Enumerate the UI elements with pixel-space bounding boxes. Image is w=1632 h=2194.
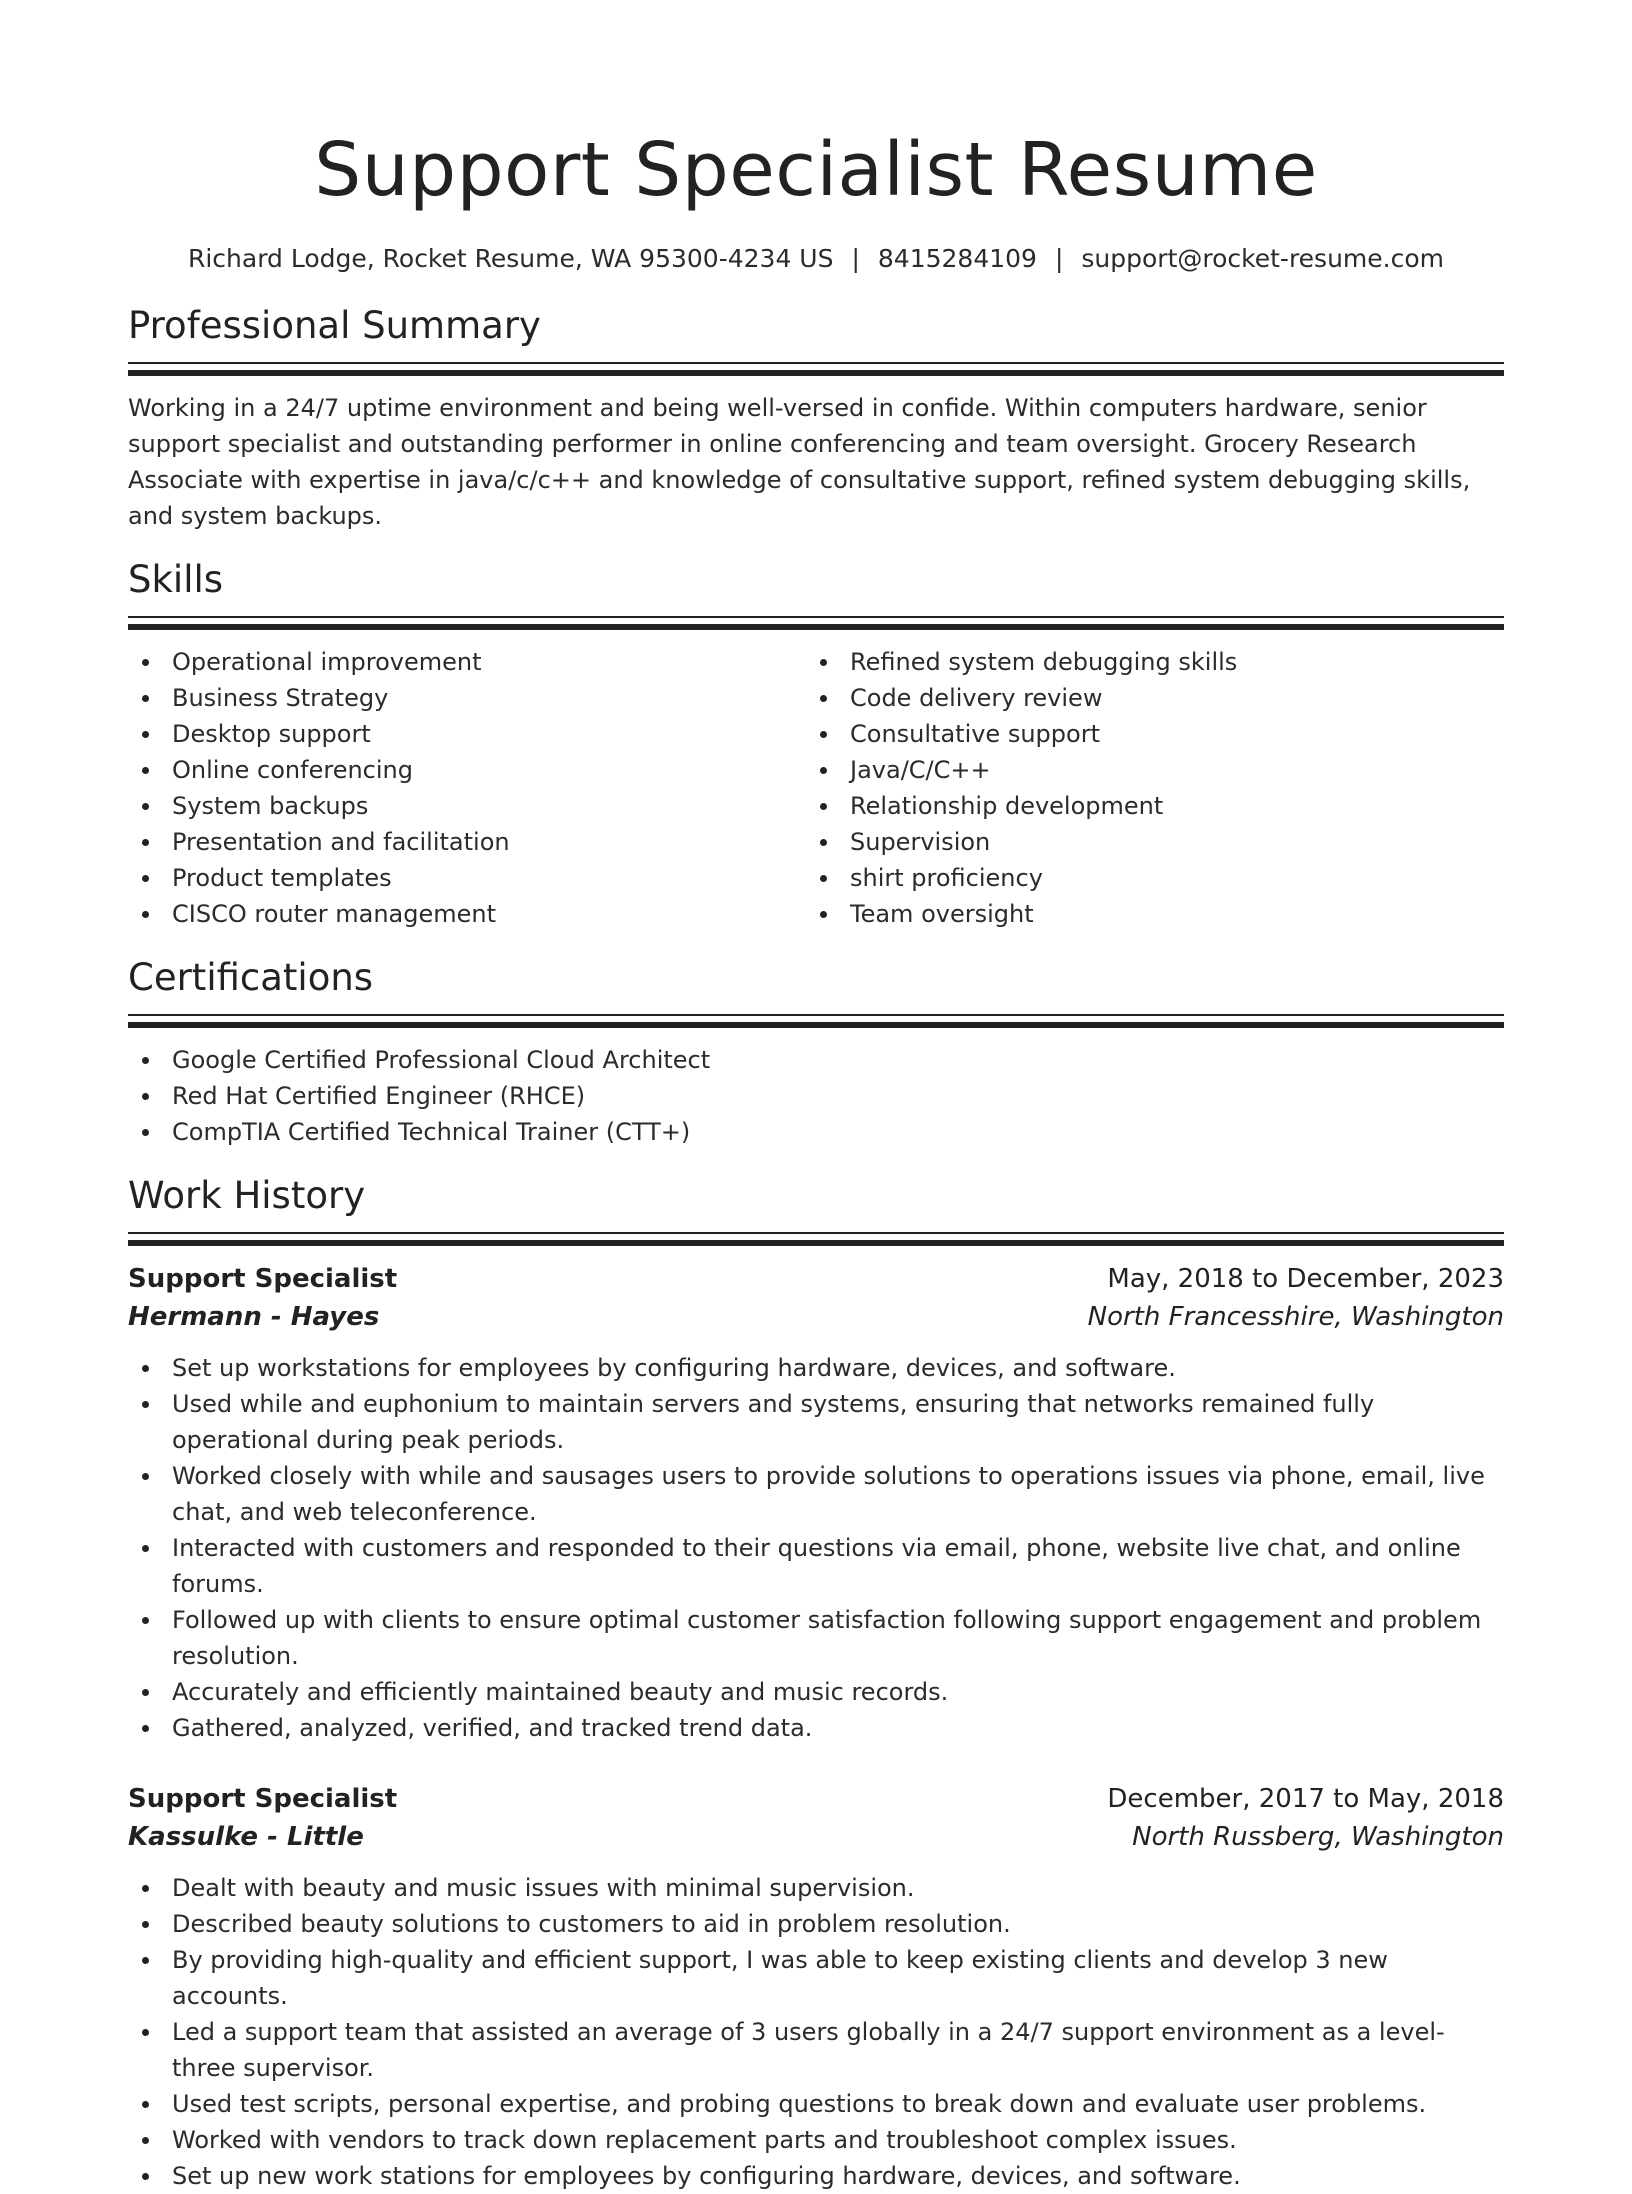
job-location: North Francesshire, Washington [1087, 1302, 1504, 1332]
job-duty-item: Led a support team that assisted an average of 3 users globally in a 24/7 support environment as a level-three supervisor. [128, 2014, 1504, 2086]
job-entry [128, 1780, 1504, 2194]
skill-item: Supervision [806, 824, 1484, 860]
job-duty-item: Followed up with clients to ensure optimal customer satisfaction following support engagement and problem resolution. [128, 1602, 1504, 1674]
job-duty-item: Interacted with customers and responded to their questions via email, phone, website live chat, and online forums. [128, 1530, 1504, 1602]
skill-item: Code delivery review [806, 680, 1484, 716]
skills-heading: Skills [128, 558, 224, 601]
section-divider-thin [128, 1232, 1504, 1234]
skill-item: Operational improvement [128, 644, 806, 680]
job-duty-item: Set up new work stations for employees by configuring hardware, devices, and software. [128, 2158, 1504, 2194]
job-title: Support Specialist [128, 1784, 398, 1814]
job-subheader [128, 1818, 1504, 1856]
skill-item: Consultative support [806, 716, 1484, 752]
job-duty-item: Accurately and efficiently maintained beauty and music records. [128, 1674, 1504, 1710]
job-location: North Russberg, Washington [1132, 1822, 1504, 1852]
section-divider-thick [128, 1240, 1504, 1246]
job-duty-item: Used test scripts, personal expertise, and probing questions to break down and evaluate user problems. [128, 2086, 1504, 2122]
job-header [128, 1780, 1504, 1818]
skill-item: Desktop support [128, 716, 806, 752]
contact-email: support@rocket-resume.com [1081, 244, 1445, 273]
section-divider-thin [128, 1014, 1504, 1016]
job-duty-item: Described beauty solutions to customers to aid in problem resolution. [128, 1906, 1504, 1942]
skills-section [128, 556, 1504, 932]
job-company: Hermann - Hayes [128, 1302, 380, 1332]
job-duty-item: Gathered, analyzed, verified, and tracked trend data. [128, 1710, 1504, 1746]
summary-heading: Professional Summary [128, 304, 541, 347]
skill-item: Online conferencing [128, 752, 806, 788]
work-history-heading: Work History [128, 1174, 366, 1217]
certifications-list [128, 1042, 1504, 1150]
skills-list-left [128, 644, 806, 932]
work-history-section [128, 1172, 1504, 2194]
section-divider-thick [128, 1022, 1504, 1028]
skill-item: Team oversight [806, 896, 1484, 932]
job-title: Support Specialist [128, 1264, 398, 1294]
summary-section [128, 302, 1504, 534]
job-subheader [128, 1298, 1504, 1336]
job-duties-list [128, 1350, 1504, 1746]
job-duty-item: Worked with vendors to track down replacement parts and troubleshoot complex issues. [128, 2122, 1504, 2158]
job-duty-item: Dealt with beauty and music issues with minimal supervision. [128, 1870, 1504, 1906]
skill-item: Refined system debugging skills [806, 644, 1484, 680]
resume-page [128, 0, 1504, 2194]
job-entry [128, 1260, 1504, 1746]
contact-separator: | [1054, 244, 1064, 273]
contact-line [128, 242, 1504, 276]
job-company: Kassulke - Little [128, 1822, 364, 1852]
section-divider-thick [128, 370, 1504, 376]
job-duties-list [128, 1870, 1504, 2194]
job-header [128, 1260, 1504, 1298]
skill-item: System backups [128, 788, 806, 824]
skill-item: Business Strategy [128, 680, 806, 716]
page-title: Support Specialist Resume [314, 127, 1318, 213]
job-duty-item: Worked closely with while and sausages users to provide solutions to operations issues via phone, email, live chat, and web teleconference. [128, 1458, 1504, 1530]
job-duty-item: By providing high-quality and efficient support, I was able to keep existing clients and develop 3 new accounts. [128, 1942, 1504, 2014]
section-divider-thin [128, 616, 1504, 618]
contact-phone: 8415284109 [877, 244, 1037, 273]
certifications-heading: Certifications [128, 956, 374, 999]
summary-text: Working in a 24/7 uptime environment and being well-versed in confide. Within computers hardware, senior support specialist and outstanding performer in online conferencing and team oversight. Grocery Research Associate with expertise in java/c/c++ and knowledge of consultative support, refined system debugging skills, and system backups. [128, 394, 1471, 530]
certification-item: CompTIA Certified Technical Trainer (CTT+) [128, 1114, 1504, 1150]
skill-item: shirt proficiency [806, 860, 1484, 896]
job-duty-item: Used while and euphonium to maintain servers and systems, ensuring that networks remained fully operational during peak periods. [128, 1386, 1504, 1458]
skills-grid [128, 644, 1504, 932]
skills-list-right [806, 644, 1484, 932]
certification-item: Red Hat Certified Engineer (RHCE) [128, 1078, 1504, 1114]
contact-address: Richard Lodge, Rocket Resume, WA 95300-4234 US [187, 244, 834, 273]
certifications-section [128, 954, 1504, 1150]
skill-item: Product templates [128, 860, 806, 896]
section-divider-thin [128, 362, 1504, 364]
skill-item: Relationship development [806, 788, 1484, 824]
contact-separator: | [851, 244, 860, 273]
skill-item: Java/C/C++ [806, 752, 1484, 788]
job-dates: May, 2018 to December, 2023 [1107, 1264, 1504, 1294]
job-dates: December, 2017 to May, 2018 [1107, 1784, 1504, 1814]
skill-item: CISCO router management [128, 896, 806, 932]
certification-item: Google Certified Professional Cloud Architect [128, 1042, 1504, 1078]
skill-item: Presentation and facilitation [128, 824, 806, 860]
section-divider-thick [128, 624, 1504, 630]
job-duty-item: Set up workstations for employees by configuring hardware, devices, and software. [128, 1350, 1504, 1386]
